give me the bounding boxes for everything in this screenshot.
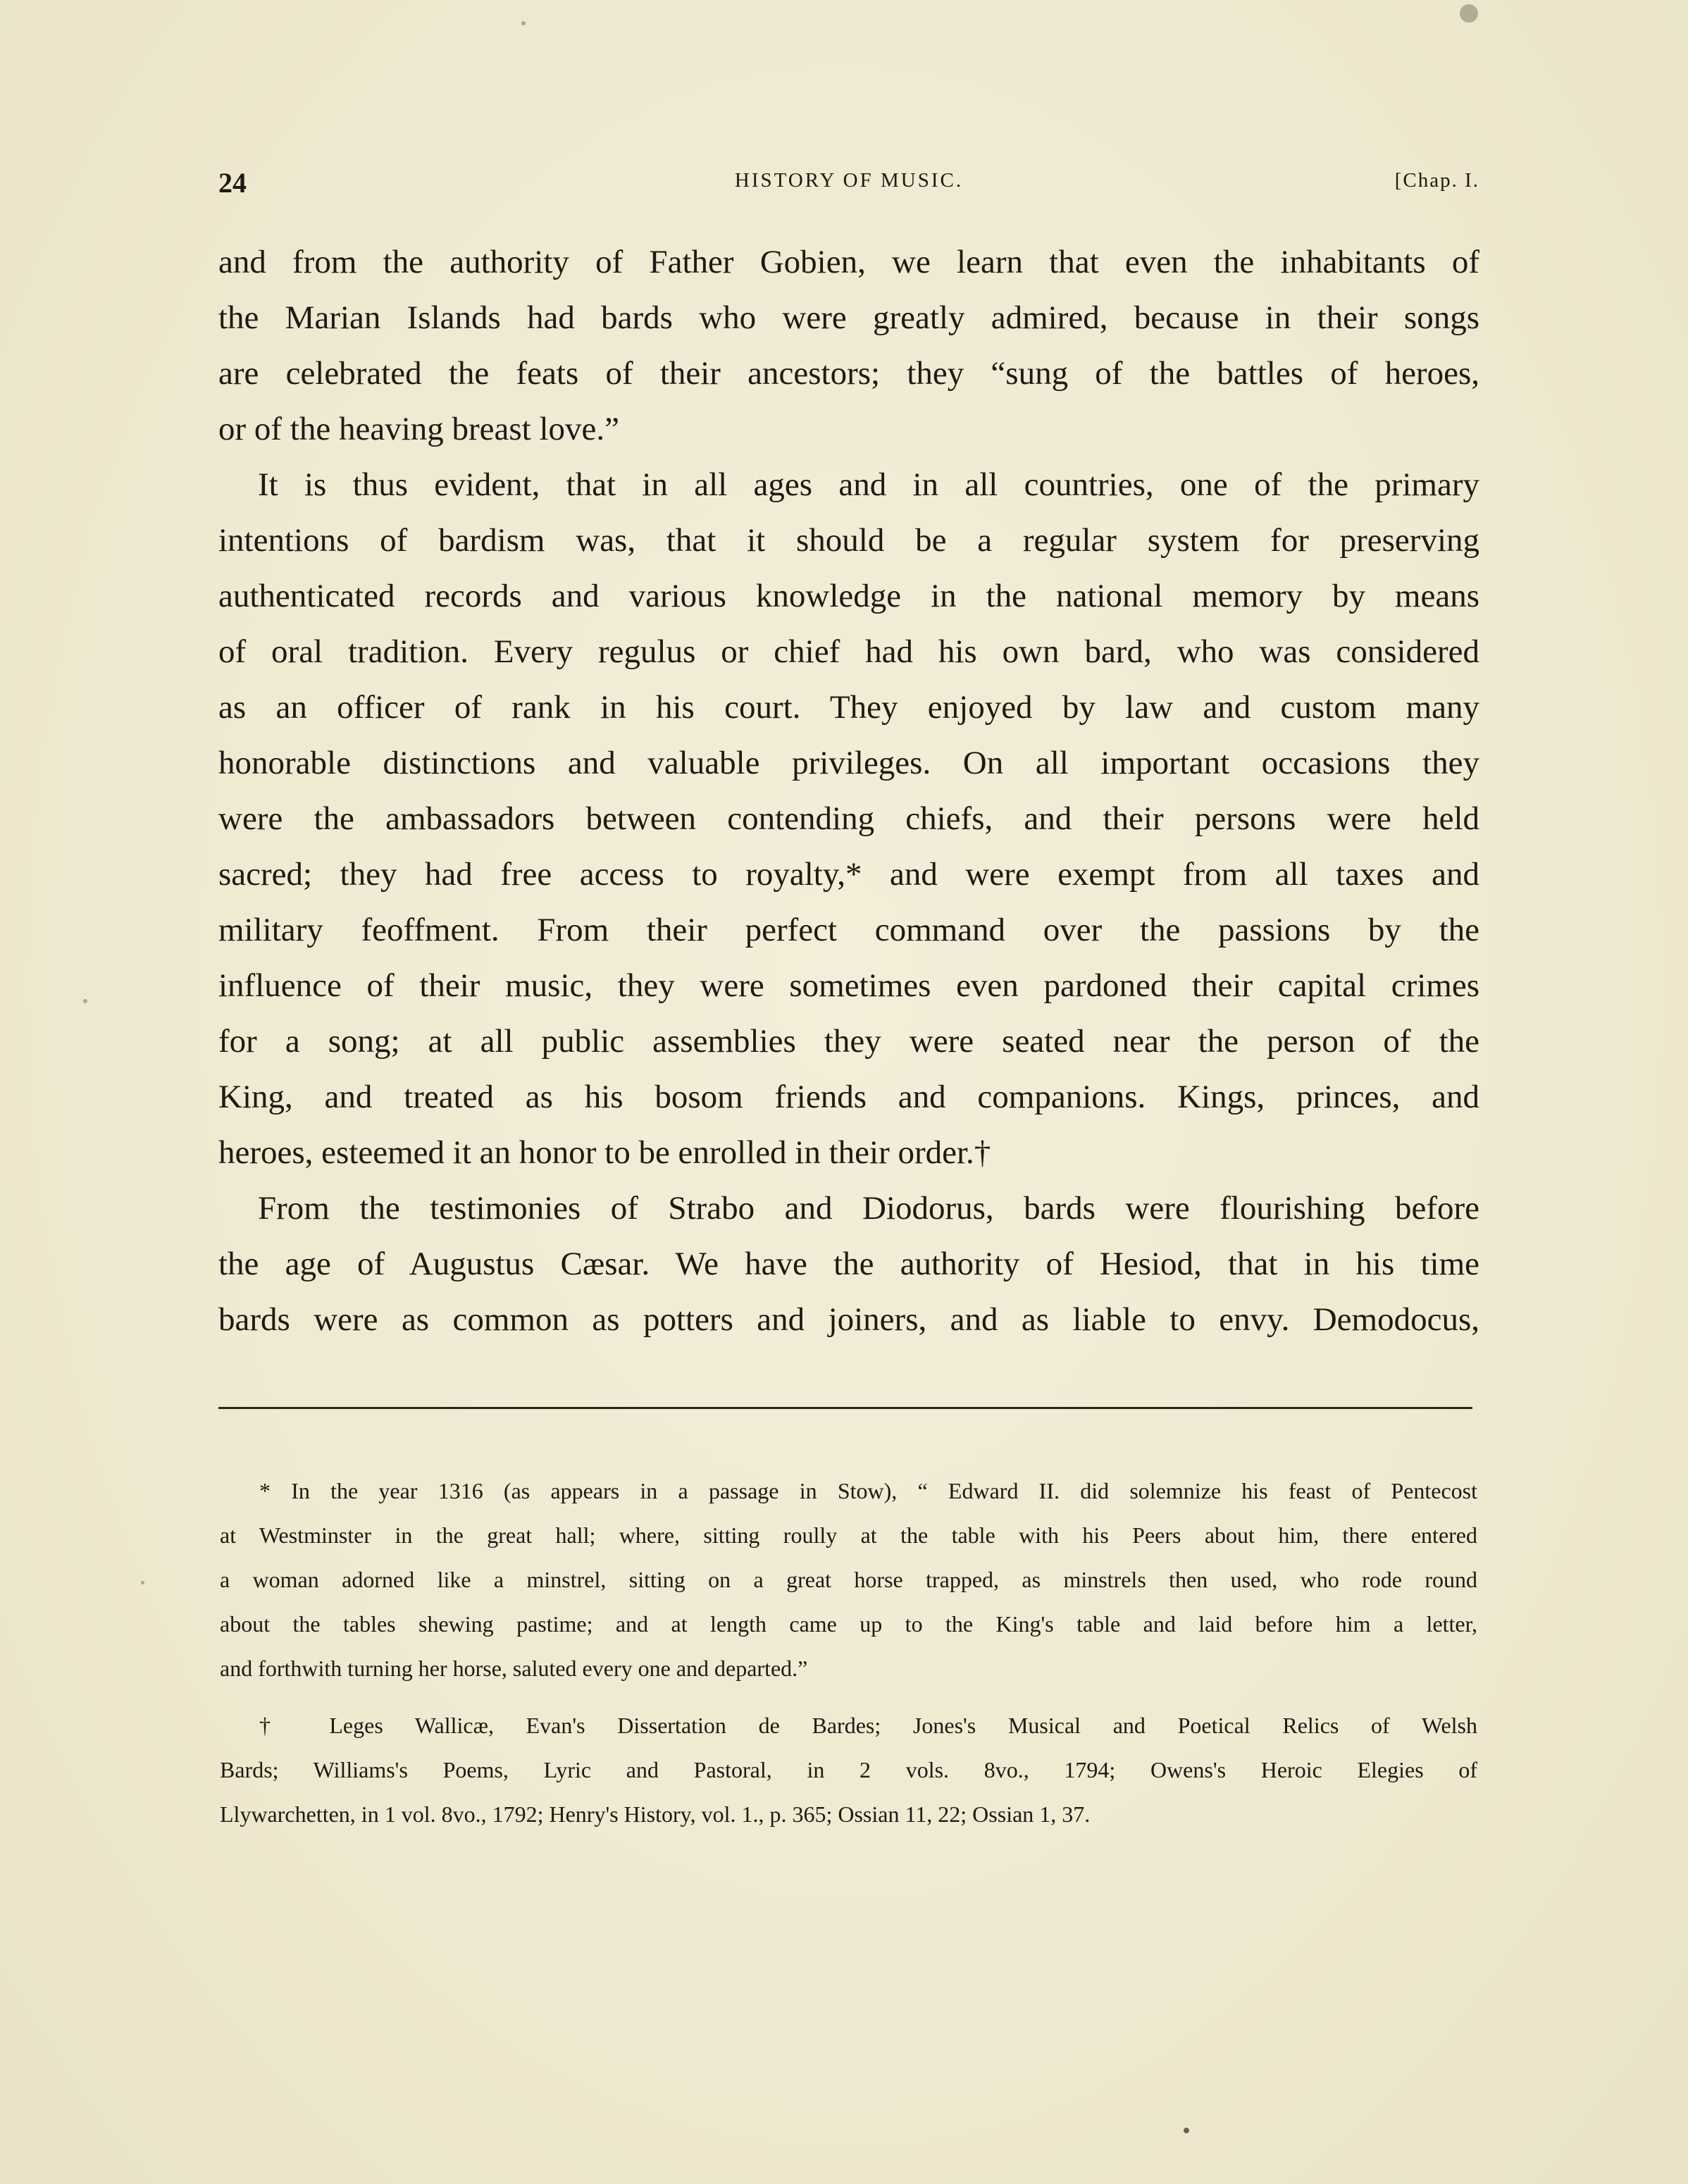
paper-speck xyxy=(1460,4,1478,23)
text-line: authenticated records and various knowledge in the national memory by means xyxy=(218,578,1479,614)
text-line: It is thus evident, that in all ages and in all countries, one of the primary xyxy=(258,466,1479,503)
text-line: heroes, esteemed it an honor to be enrolled in their order.† xyxy=(218,1134,991,1171)
text-line: of oral tradition. Every regulus or chief had his own bard, who was considered xyxy=(218,633,1479,670)
text-line: are celebrated the feats of their ancestors; they “sung of the battles of heroes, xyxy=(218,355,1479,392)
paper-speck xyxy=(521,21,526,25)
text-line: military feoffment. From their perfect command over the passions by the xyxy=(218,912,1479,948)
footnote-divider xyxy=(218,1407,1472,1409)
text-line: honorable distinctions and valuable privileges. On all important occasions they xyxy=(218,745,1479,781)
footnotes xyxy=(220,1469,1477,1837)
text-line: influence of their music, they were sometimes even pardoned their capital crimes xyxy=(218,967,1479,1004)
running-title: HISTORY OF MUSIC. xyxy=(734,169,964,192)
paper-speck xyxy=(83,999,87,1003)
footnote-gap xyxy=(220,1691,1477,1704)
footnote-line: about the tables shewing pastime; and at length came up to the King's table and laid before him a letter, xyxy=(220,1611,1477,1637)
text-line: and from the authority of Father Gobien, we learn that even the inhabitants of xyxy=(218,244,1479,280)
paper-speck xyxy=(1184,2128,1189,2133)
text-line: or of the heaving breast love.” xyxy=(218,411,620,447)
paper-speck xyxy=(141,1581,144,1584)
page-number: 24 xyxy=(218,167,247,199)
text-line: the age of Augustus Cæsar. We have the authority of Hesiod, that in his time xyxy=(218,1246,1479,1282)
running-header xyxy=(218,166,1479,201)
text-line: bards were as common as potters and joiners, and as liable to envy. Demodocus, xyxy=(218,1301,1479,1338)
text-line: From the testimonies of Strabo and Diodorus, bards were flourishing before xyxy=(258,1190,1479,1227)
text-line: the Marian Islands had bards who were greatly admired, because in their songs xyxy=(218,299,1479,336)
text-line: as an officer of rank in his court. They enjoyed by law and custom many xyxy=(218,689,1479,726)
footnote-line: and forthwith turning her horse, saluted every one and departed.” xyxy=(220,1656,808,1681)
footnote-line: a woman adorned like a minstrel, sitting on a great horse trapped, as minstrels then used, who rode round xyxy=(220,1567,1477,1592)
footnote-line: Llywarchetten, in 1 vol. 8vo., 1792; Henry's History, vol. 1., p. 365; Ossian 11, 22; Ossian 1, 37. xyxy=(220,1801,1091,1827)
text-line: King, and treated as his bosom friends and companions. Kings, princes, and xyxy=(218,1079,1479,1115)
chapter-label: [Chap. I. xyxy=(1394,169,1479,192)
main-text xyxy=(218,235,1479,1348)
footnote-line: † Leges Wallicæ, Evan's Dissertation de Bardes; Jones's Musical and Poetical Relics of Welsh xyxy=(259,1713,1477,1738)
text-line: sacred; they had free access to royalty,* and were exempt from all taxes and xyxy=(218,856,1479,893)
footnote-line: Bards; Williams's Poems, Lyric and Pastoral, in 2 vols. 8vo., 1794; Owens's Heroic Elegies of xyxy=(220,1757,1477,1782)
footnote-line: at Westminster in the great hall; where, sitting roully at the table with his Peers about him, there entered xyxy=(220,1522,1477,1548)
footnote-line: * In the year 1316 (as appears in a passage in Stow), “ Edward II. did solemnize his feast of Pentecost xyxy=(259,1478,1477,1503)
text-line: were the ambassadors between contending chiefs, and their persons were held xyxy=(218,800,1479,837)
text-line: intentions of bardism was, that it should be a regular system for preserving xyxy=(218,522,1479,559)
text-line: for a song; at all public assemblies they were seated near the person of the xyxy=(218,1023,1479,1060)
